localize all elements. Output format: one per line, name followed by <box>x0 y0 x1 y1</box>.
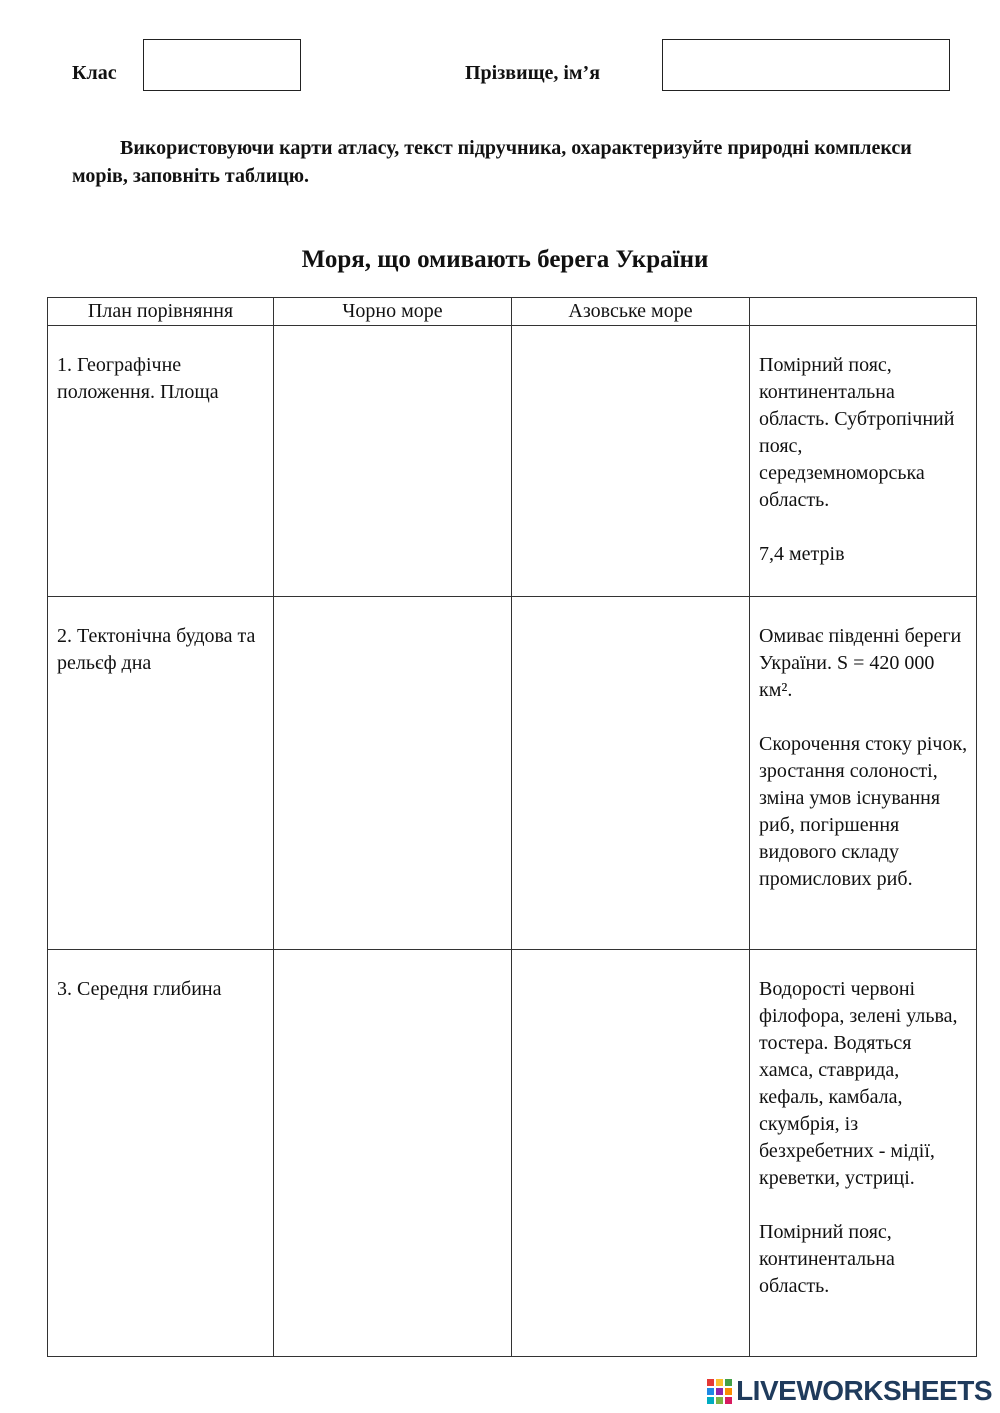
instruction-text: Використовуючи карти атласу, текст підручника, охарактеризуйте природні комплекси морів, заповніть таблицю. <box>72 137 912 187</box>
plan-cell: 3. Середня глибина <box>48 950 274 1357</box>
table-row <box>48 597 977 950</box>
class-input-box[interactable] <box>143 39 301 91</box>
answer-option[interactable]: Помірний пояс, континентальна область. Субтропічний пояс, середземноморська область. <box>759 354 955 511</box>
plan-cell: 1. Географічне положення. Площа <box>48 326 274 597</box>
liveworksheets-logo <box>707 1375 992 1407</box>
table-row <box>48 950 977 1357</box>
answer-option[interactable]: Водорості червоні філофора, зелені ульва, тостера. Водяться хамса, ставрида, кефаль, камбала, скумбрія, із безхребетних - мідії, креветки, устриці. <box>759 978 958 1189</box>
header-azov-sea: Азовське море <box>512 298 750 326</box>
azov-sea-answer-cell[interactable] <box>512 597 750 950</box>
black-sea-answer-cell[interactable] <box>274 950 512 1357</box>
answer-option[interactable]: Омиває південні береги України. S = 420 000 км². <box>759 625 962 701</box>
plan-cell: 2. Тектонічна будова та рельєф дна <box>48 597 274 950</box>
logo-text: LIVEWORKSHEETS <box>736 1375 992 1406</box>
liveworksheets-logo-icon <box>707 1379 732 1404</box>
answer-option[interactable]: Скорочення стоку річок, зростання солоності, зміна умов існування риб, погіршення видового складу промислових риб. <box>759 733 968 890</box>
name-label: Прізвище, ім’я <box>465 62 601 84</box>
class-label: Клас <box>72 62 117 84</box>
page-title: Моря, що омивають берега України <box>301 246 709 273</box>
table-header-row <box>48 298 977 326</box>
answer-options-cell <box>750 326 977 597</box>
black-sea-answer-cell[interactable] <box>274 597 512 950</box>
answer-option[interactable]: Помірний пояс, континентальна область. <box>759 1221 895 1297</box>
header-plan: План порівняння <box>48 298 274 326</box>
azov-sea-answer-cell[interactable] <box>512 326 750 597</box>
answer-options-cell <box>750 597 977 950</box>
comparison-table <box>47 297 977 1357</box>
header-black-sea: Чорно море <box>274 298 512 326</box>
azov-sea-answer-cell[interactable] <box>512 950 750 1357</box>
answer-options-cell <box>750 950 977 1357</box>
name-input-box[interactable] <box>662 39 950 91</box>
black-sea-answer-cell[interactable] <box>274 326 512 597</box>
answer-option[interactable]: 7,4 метрів <box>759 543 845 565</box>
header-notes <box>750 298 977 326</box>
table-row <box>48 326 977 597</box>
